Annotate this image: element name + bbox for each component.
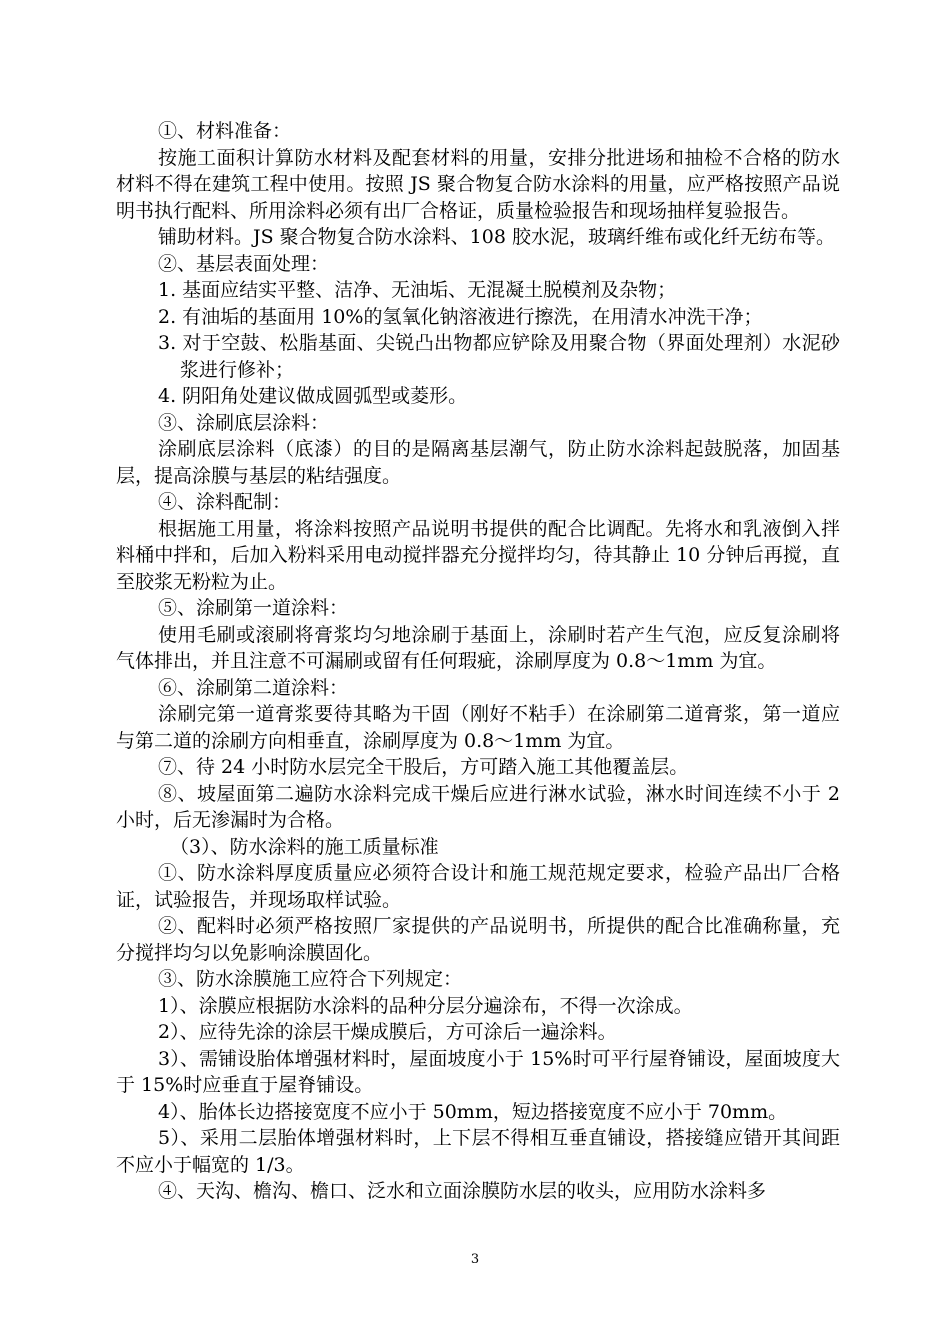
heading-primer-coat: ③、涂刷底层涂料： bbox=[158, 411, 330, 434]
paragraph-first-coat: 使用毛刷或滚刷将膏浆均匀地涂刷于基面上，涂刷时若产生气泡，应反复涂刷将气体排出，并且注意不可漏刷或留有任何瑕疵，涂刷厚度为 0.8～1mm 为宜。 bbox=[116, 623, 840, 672]
heading-material-prep: ①、材料准备： bbox=[158, 120, 292, 142]
list-item-base-2: 2. 有油垢的基面用 10%的氢氧化钠溶液进行擦洗，在用清水冲洗干净； bbox=[158, 305, 763, 328]
heading-base-treatment: ②、基层表面处理： bbox=[158, 252, 330, 275]
heading-second-coat: ⑥、涂刷第二道涂料： bbox=[158, 676, 349, 699]
heading-first-coat: ⑤、涂刷第一道涂料： bbox=[158, 597, 349, 619]
paragraph-second-coat: 涂刷完第一道膏浆要待其略为干固（刚好不粘手）在涂刷第二道膏浆，第一道应与第二道的涂刷方向相垂直，涂刷厚度为 0.8～1mm 为宜。 bbox=[116, 703, 840, 752]
heading-membrane-rules: ③、防水涂膜施工应符合下列规定： bbox=[158, 968, 463, 990]
paragraph-coating-mix: 根据施工用量，将涂料按照产品说明书提供的配合比调配。先将水和乳液倒入拌料桶中拌和，后加入粉料采用电动搅拌器充分搅拌均匀，待其静止 10 分钟后再搅，直至胶浆无粉粒为止。 bbox=[116, 517, 840, 593]
heading-coating-mix: ④、涂料配制： bbox=[158, 491, 292, 513]
subheading-quality-standards: （3）、防水涂料的施工质量标准 bbox=[170, 835, 439, 858]
paragraph-drying-wait: ⑦、待 24 小时防水层完全干股后，方可踏入施工其他覆盖层。 bbox=[158, 756, 689, 778]
paragraph-rule-1: 1）、涂膜应根据防水涂料的品种分层分遍涂布，不得一次涂成。 bbox=[158, 994, 693, 1017]
paragraph-auxiliary-materials: 铺助材料。JS 聚合物复合防水涂料、108 胶水泥，玻璃纤维布或化纤无纺布等。 bbox=[158, 226, 835, 248]
paragraph-rule-3: 3）、需铺设胎体增强材料时，屋面坡度小于 15%时可平行屋脊铺设，屋面坡度大于 15%时应垂直于屋脊铺设。 bbox=[116, 1047, 840, 1096]
paragraph-mixing-ratio: ②、配料时必须严格按照厂家提供的产品说明书，所提供的配合比准确称量，充分搅拌均匀以免影响涂膜固化。 bbox=[116, 915, 840, 964]
list-item-base-3: 3. 对于空鼓、松脂基面、尖锐凸出物都应铲除及用聚合物（界面处理剂）水泥砂浆进行修补； bbox=[158, 332, 840, 381]
document-body bbox=[116, 118, 840, 1205]
paragraph-rule-5: 5）、采用二层胎体增强材料时，上下层不得相互垂直铺设，搭接缝应错开其间距不应小于幅宽的 1/3。 bbox=[116, 1127, 840, 1176]
page-number: 3 bbox=[470, 1252, 480, 1267]
paragraph-primer-purpose: 涂刷底层涂料（底漆）的目的是隔离基层潮气，防止防水涂料起鼓脱落，加固基层，提高涂膜与基层的粘结强度。 bbox=[116, 438, 840, 487]
paragraph-material-usage: 按施工面积计算防水材料及配套材料的用量，安排分批进场和抽检不合格的防水材料不得在建筑工程中使用。按照 JS 聚合物复合防水涂料的用量，应严格按照产品说明书执行配料、所用涂料必须有出厂合格证，质量检验报告和现场抽样复验报告。 bbox=[116, 146, 840, 222]
list-item-base-4: 4. 阴阳角处建议做成圆弧型或菱形。 bbox=[158, 385, 468, 407]
paragraph-rule-2: 2）、应待先涂的涂层干燥成膜后，方可涂后一遍涂料。 bbox=[158, 1021, 617, 1043]
list-item-base-1: 1. 基面应结实平整、洁净、无油垢、无混凝土脱模剂及杂物； bbox=[158, 279, 677, 301]
paragraph-thickness-quality: ①、防水涂料厚度质量应必须符合设计和施工规范规定要求，检验产品出厂合格证，试验报告，并现场取样试验。 bbox=[116, 862, 840, 911]
paragraph-rule-4: 4）、胎体长边搭接宽度不应小于 50mm，短边搭接宽度不应小于 70mm。 bbox=[158, 1100, 788, 1123]
paragraph-edge-finishing: ④、天沟、檐沟、檐口、泛水和立面涂膜防水层的收头，应用防水涂料多 bbox=[158, 1180, 767, 1202]
paragraph-water-test: ⑧、坡屋面第二遍防水涂料完成干燥后应进行淋水试验，淋水时间连续不小于 2 小时，后无渗漏时为合格。 bbox=[116, 782, 840, 831]
